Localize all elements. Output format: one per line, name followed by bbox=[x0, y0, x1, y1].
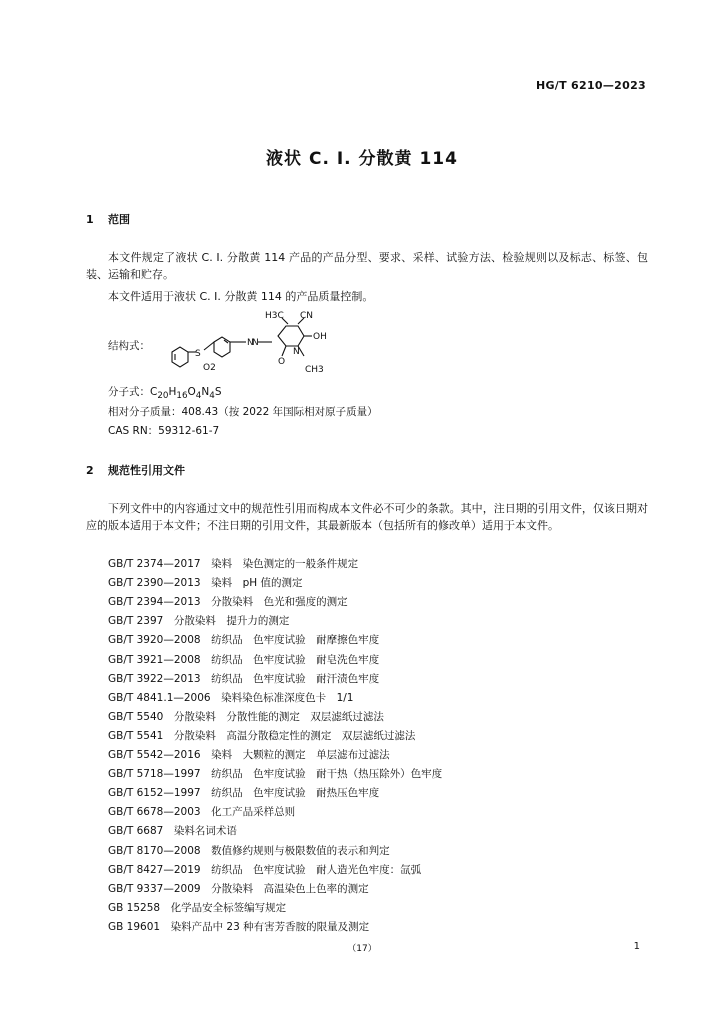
structural-formula bbox=[150, 306, 350, 378]
formula-label: N bbox=[252, 338, 259, 348]
formula-label: S bbox=[195, 349, 201, 359]
formula-subscript: 16 bbox=[176, 391, 188, 402]
pyridone-ring bbox=[278, 326, 304, 346]
reference-item: GB/T 4841.1—2006 染料染色标准深度色卡 1/1 bbox=[108, 691, 354, 704]
reference-item: GB/T 6678—2003 化工产品采样总则 bbox=[108, 806, 296, 819]
formula-label: CH3 bbox=[305, 365, 324, 375]
formula-element: N bbox=[201, 386, 210, 398]
formula-subscript: 4 bbox=[209, 391, 215, 402]
reference-item: GB 15258 化学品安全标签编写规定 bbox=[108, 901, 287, 914]
reference-item: GB/T 5541 分散染料 高温分散稳定性的测定 双层滤纸过滤法 bbox=[108, 729, 416, 742]
formula-element: C bbox=[150, 386, 158, 398]
formula-label: N bbox=[247, 338, 254, 348]
reference-item: GB/T 6687 染料名词术语 bbox=[108, 825, 237, 838]
formula-label: OH bbox=[313, 332, 327, 342]
reference-item: GB 19601 染料产品中 23 种有害芳香胺的限量及测定 bbox=[108, 920, 370, 933]
formula-label: CN bbox=[300, 311, 314, 321]
section-2-heading bbox=[86, 462, 185, 478]
standard-code: HG/T 6210—2023 bbox=[535, 79, 646, 92]
formula-label: H3C bbox=[265, 311, 284, 321]
reference-item: GB/T 2374—2017 染料 染色测定的一般条件规定 bbox=[108, 558, 359, 570]
formula-label: O2 bbox=[203, 363, 216, 373]
section-title: 范围 bbox=[108, 213, 130, 226]
reference-item: GB/T 6152—1997 纺织品 色牢度试验 耐热压色牢度 bbox=[108, 787, 380, 800]
paragraph: 下列文件中的内容通过文中的规范性引用而构成本文件必不可少的条款。其中，注日期的引用文件，仅该日期对应的版本适用于本文件；不注日期的引用文件，其最新版本（包括所有的修改单）适用于本文件。 bbox=[86, 502, 648, 532]
reference-item: GB/T 3920—2008 纺织品 色牢度试验 耐摩擦色牢度 bbox=[108, 634, 380, 647]
page-title: 液状 C. I. 分散黄 114 bbox=[266, 149, 458, 169]
formula-subscript: 4 bbox=[195, 391, 202, 402]
reference-item: GB/T 5540 分散染料 分散性能的测定 双层滤纸过滤法 bbox=[108, 710, 384, 723]
reference-item: GB/T 2397 分散染料 提升力的测定 bbox=[108, 615, 290, 628]
formula-subscript: 20 bbox=[157, 391, 169, 402]
cas-number: CAS RN：59312-61-7 bbox=[108, 425, 220, 437]
footer-center: （17） bbox=[347, 944, 377, 954]
formula-element: H bbox=[168, 386, 177, 398]
section-number: 1 bbox=[86, 213, 94, 226]
formula-label: N bbox=[293, 347, 300, 357]
reference-item: GB/T 2394—2013 分散染料 色光和强度的测定 bbox=[108, 596, 348, 609]
molecular-formula bbox=[108, 384, 221, 401]
molecular-mass: 相对分子质量：408.43（按 2022 年国际相对原子质量） bbox=[108, 406, 378, 418]
reference-item: GB/T 3921—2008 纺织品 色牢度试验 耐皂洗色牢度 bbox=[108, 653, 380, 666]
reference-item: GB/T 2390—2013 染料 pH 值的测定 bbox=[108, 577, 303, 590]
reference-item: GB/T 8427—2019 纺织品 色牢度试验 耐人造光色牢度：氙弧 bbox=[108, 863, 422, 876]
paragraph: 本文件规定了液状 C. I. 分散黄 114 产品的产品分型、要求、采样、试验方法、检验规则以及标志、标签、包装、运输和贮存。 bbox=[86, 251, 648, 281]
structure-label: 结构式： bbox=[108, 340, 150, 352]
paragraph: 本文件适用于液状 C. I. 分散黄 114 的产品质量控制。 bbox=[108, 290, 374, 303]
reference-item: GB/T 3922—2013 纺织品 色牢度试验 耐汗渍色牢度 bbox=[108, 672, 380, 685]
reference-item: GB/T 5718—1997 纺织品 色牢度试验 耐干热（热压除外）色牢度 bbox=[108, 768, 443, 781]
formula-label: O bbox=[278, 357, 286, 367]
section-number: 2 bbox=[86, 464, 94, 477]
section-1-heading bbox=[86, 211, 130, 227]
benzene-ring bbox=[172, 347, 188, 367]
formula-element: O bbox=[187, 386, 196, 398]
section-title: 规范性引用文件 bbox=[108, 464, 185, 477]
formula-element: S bbox=[214, 386, 222, 398]
reference-item: GB/T 5542—2016 染料 大颗粒的测定 单层滤布过滤法 bbox=[108, 749, 390, 761]
reference-item: GB/T 8170—2008 数值修约规则与极限数值的表示和判定 bbox=[108, 844, 390, 857]
page-number: 1 bbox=[633, 941, 640, 952]
benzene-ring bbox=[214, 337, 230, 357]
reference-item: GB/T 9337—2009 分散染料 高温染色上色率的测定 bbox=[108, 882, 369, 895]
formula-label: 分子式： bbox=[108, 386, 150, 398]
